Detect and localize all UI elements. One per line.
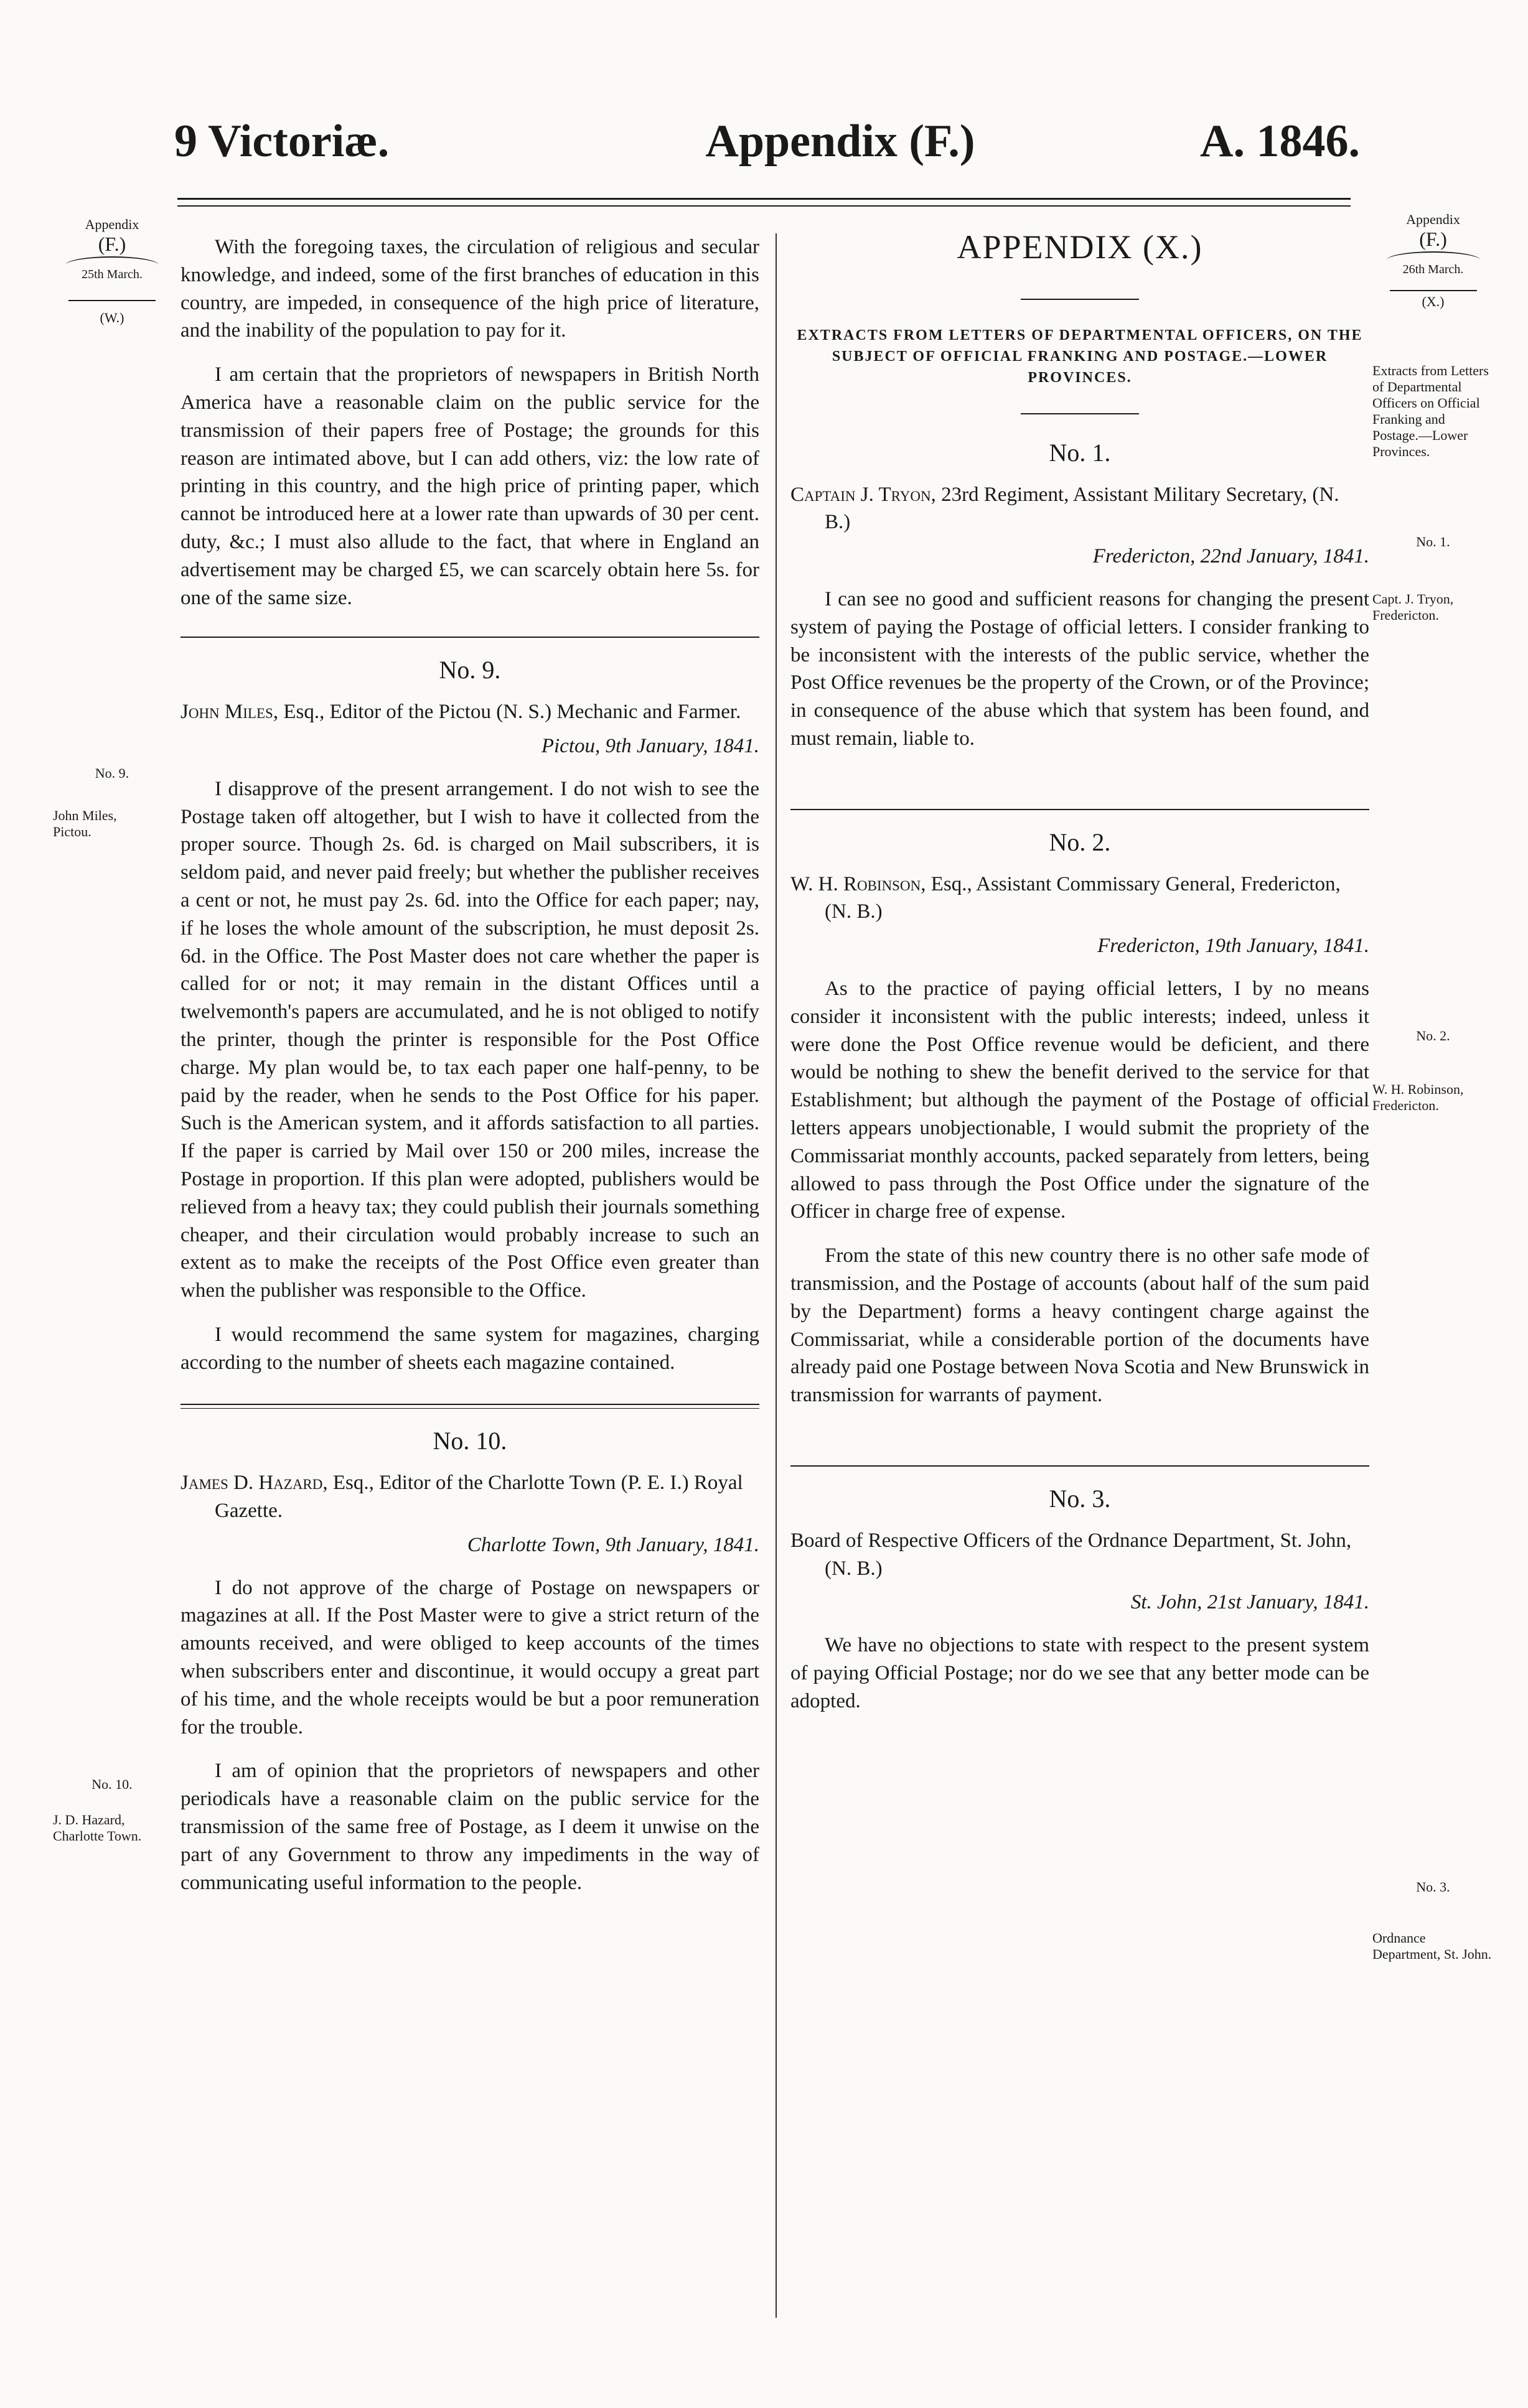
letter-no10-heading: No. 10. <box>433 1427 507 1455</box>
right-column <box>790 228 1369 1731</box>
letter-no2-paragraph-1: As to the practice of paying official letters, I by no means consider it inconsistent with the public interests; indeed, unless it were done the Post Office revenue would be deficient, and there would be nothing to shew the benefit derived to the service for that Establishment; but although the payment of the Postage of official letters appears unobjectionable, I would submit the propriety of the Commissariat monthly accounts, packed separately from letters, being allowed to pass through the Post Office under the signature of the Officer in charge free of expense. <box>790 977 1369 1223</box>
letter-no1-writer: Captain J. Tryon, 23rd Regiment, Assistant Military Secretary, (N. B.) <box>790 483 1339 534</box>
left-column <box>180 233 759 1913</box>
letter-no1-dateline: Fredericton, 22nd January, 1841. <box>1092 545 1369 568</box>
margin-no1-name: Capt. J. Tryon, Fredericton. <box>1372 591 1454 623</box>
title-rule <box>1021 413 1139 414</box>
intro-paragraph-2: I am certain that the proprietors of newspapers in British North America have a reasonable claim on the public service for the transmission of their papers free of Postage; the grounds for this reason are intimated above, but I can add others, viz: the low rate of printing in this country, and the high price of printing paper, which cannot be introduced here at a lower rate than upwards of 30 per cent. duty, &c.; I must also allude to the fact, that where in England an advertisement may be charged £5, we can scarcely obtain here 5s. for one of the same size. <box>180 363 759 609</box>
column-divider <box>776 233 777 2318</box>
letter-no10-writer: James D. Hazard, Esq., Editor of the Charlotte Town (P. E. I.) Royal Gazette. <box>180 1472 743 1523</box>
letter-no9-paragraph-1: I disapprove of the present arrangement. I do not wish to see the Postage taken off altogether, but I wish to have it collected from the proper source. Though 2s. 6d. is charged on Mail subscribers, it is seldom paid, and never paid freely; but whether the publisher receives a cent or not, he must pay 2s. 6d. into the Office for each paper; nay, if he loses the whole amount of the subscription, he must deposit 2s. 6d. in the Office. The Post Master does not care whether the paper is called for or not; it may remain in the distant Offices until a twelvemonth's papers are accumulated, and he is not obliged to notify the printer, though the printer is responsible for the Post Office charge. My plan would be, to tax each paper one half-penny, to be paid by the reader, when he sends to the Post Office for his paper. Such is the American system, and it affords satisfaction to all parties. If the paper is carried by Mail over 150 or 200 miles, increase the Postage in proportion. If this plan were adopted, publishers would be relieved from a heavy tax; they could publish their journals something cheaper, and their circulation would probably increase to such an extent as to make the receipts of the Post Office even greater than when the publisher was responsible to the Office. <box>180 777 759 1302</box>
header-rule <box>177 198 1351 207</box>
letter-no2-dateline: Fredericton, 19th January, 1841. <box>1097 935 1369 958</box>
letter-no2-paragraph-2: From the state of this new country there is no other safe mode of transmission, and the Postage of accounts (about half of the sum paid by the Department) forms a heavy contingent charge against the Commissariat, while a considerable portion of the documents have already paid one Postage between Nova Scotia and New Brunswick in transmission for warrants of payment. <box>790 1244 1369 1407</box>
letter-no10-dateline: Charlotte Town, 9th January, 1841. <box>467 1533 759 1556</box>
margin-no10: No. 10. <box>91 1776 133 1792</box>
letter-no10-paragraph-1: I do not approve of the charge of Postage on newspapers or magazines at all. If the Post Master were to give a strict return of the amounts received, and were obliged to keep accounts of the times when subscribers enter and discontinue, it would occupy a great part of his time, and the whole receipts would be but a poor remuneration for the trouble. <box>180 1576 759 1738</box>
header-appendix: Appendix (F.) <box>705 116 975 167</box>
header-year: A. 1846. <box>1200 116 1360 167</box>
letter-no1-paragraph-1: I can see no good and sufficient reasons for changing the present system of paying the Postage of official letters. I consider franking to be inconsistent with the interests of the public service, whether the Post Office revenues be the property of the Crown, or of the Province; in consequence of the abuse which that system has been found, and must remain, liable to. <box>790 587 1369 750</box>
letter-no3-heading: No. 3. <box>1049 1484 1111 1513</box>
margin-no3: No. 3. <box>1416 1879 1450 1895</box>
margin-no3-name: Ordnance Department, St. John. <box>1372 1930 1492 1962</box>
margin-appendix-right: Appendix (F.) 26th March. (X.) <box>1372 212 1494 310</box>
letter-no2-writer: W. H. Robinson, Esq., Assistant Commissary General, Fredericton, (N. B.) <box>790 872 1341 923</box>
margin-no1: No. 1. <box>1416 534 1450 549</box>
letter-no1-heading: No. 1. <box>1049 438 1111 467</box>
letter-no2-heading: No. 2. <box>1049 828 1111 856</box>
appendix-title: APPENDIX (X.) <box>957 228 1203 266</box>
letter-no3-paragraph-1: We have no objections to state with respect to the present system of paying Official Postage; nor do we see that any better mode can be adopted. <box>790 1634 1369 1712</box>
letter-no9-dateline: Pictou, 9th January, 1841. <box>541 734 759 757</box>
section-divider <box>790 809 1369 810</box>
letter-no3-dateline: St. John, 21st January, 1841. <box>1130 1591 1369 1614</box>
margin-extracts: Extracts from Letters of Departmental Officers on Official Franking and Postage.—Lower Provinces. <box>1372 363 1489 459</box>
letter-no9-heading: No. 9. <box>439 656 501 684</box>
letter-no9-paragraph-2: I would recommend the same system for magazines, charging according to the number of sheets each magazine contained. <box>180 1323 759 1374</box>
section-divider <box>180 637 759 638</box>
section-divider <box>180 1404 759 1409</box>
header-session: 9 Victoriæ. <box>174 116 390 167</box>
letter-no9-writer: John Miles, Esq., Editor of the Pictou (N. S.) Mechanic and Farmer. <box>180 701 741 724</box>
letter-no3-writer: Board of Respective Officers of the Ordnance Department, St. John, (N. B.) <box>790 1529 1352 1580</box>
margin-no2: No. 2. <box>1416 1028 1450 1043</box>
letter-no10-paragraph-2: I am of opinion that the proprietors of newspapers and other periodicals have a reasonable claim on the public service for the transmission of the same free of Postage, as I deem it unwise on the part of any Government to throw any impediments in the way of communicating useful information to the people. <box>180 1760 759 1894</box>
title-rule <box>1021 299 1139 300</box>
margin-no9-name: John Miles, Pictou. <box>53 808 117 839</box>
margin-no9: No. 9. <box>95 765 129 781</box>
margin-no2-name: W. H. Robinson, Fredericton. <box>1372 1081 1464 1113</box>
margin-no10-name: J. D. Hazard, Charlotte Town. <box>53 1812 142 1844</box>
intro-paragraph-1: With the foregoing taxes, the circulation of religious and secular knowledge, and indeed, some of the first branches of education in this country, are impeded, in consequence of the high price of literature, and the inability of the population to pay for it. <box>180 236 759 342</box>
extracts-title: EXTRACTS FROM LETTERS OF DEPARTMENTAL OFFICERS, ON THE SUBJECT OF OFFICIAL FRANKING AND POSTAGE.—LOWER PROVINCES. <box>797 327 1363 386</box>
section-divider <box>790 1465 1369 1467</box>
margin-appendix-left: Appendix (F.) 25th March. (W.) <box>50 217 174 326</box>
